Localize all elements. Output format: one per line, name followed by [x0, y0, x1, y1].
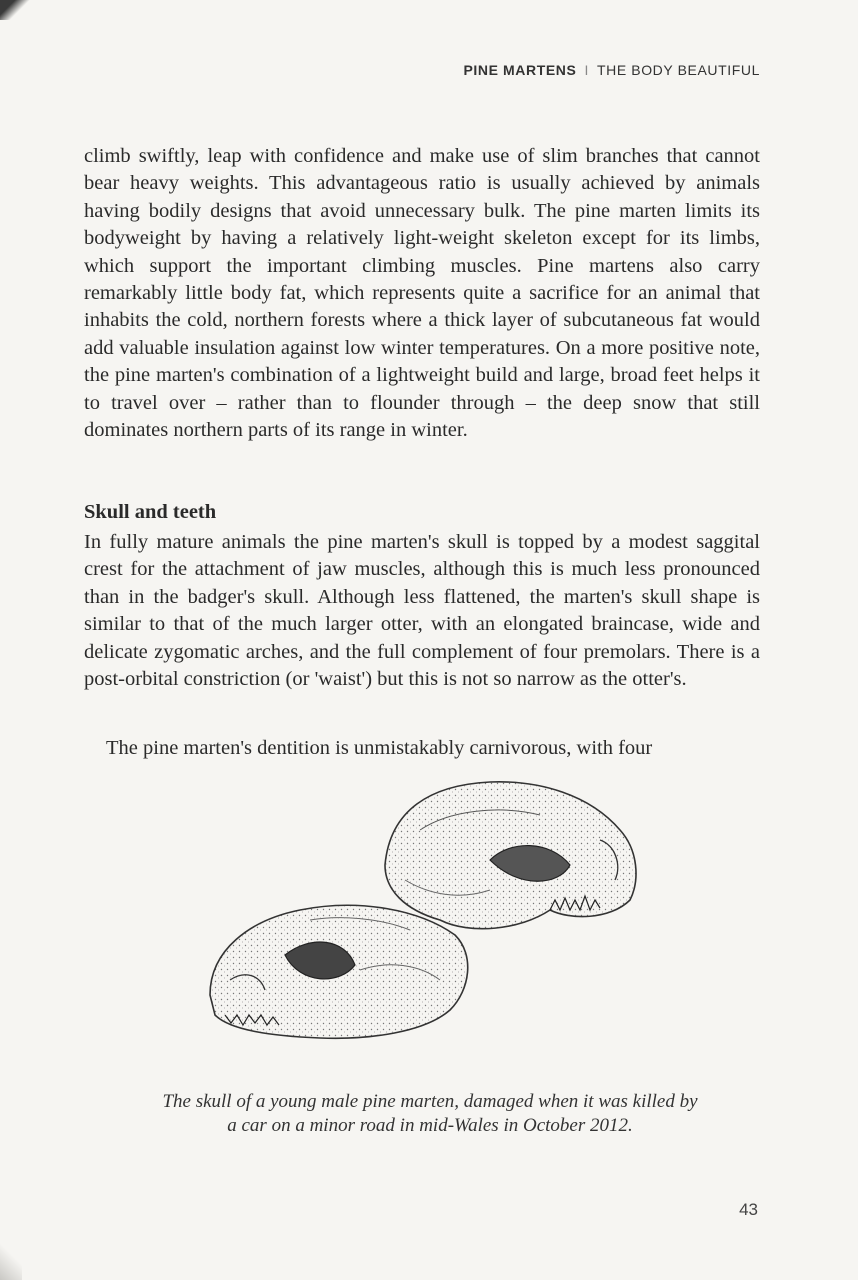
paragraph-text: In fully mature animals the pine marten's skull is topped by a modest saggital crest for the attachment of jaw muscles, although this is much less pronounced than in the badger's skull. Although less flattened, the marten's skull shape is similar to that of the much larger otter, with an elongated braincase, wide and delicate zygomatic arches, and the full complement of four premolars. There is a post-orbital constriction (or 'waist') but this is not so narrow as the otter's. [84, 531, 760, 691]
page-corner-shadow [0, 0, 30, 20]
body-paragraph-2 [84, 529, 760, 693]
body-paragraph-1 [84, 143, 760, 444]
body-paragraph-3 [84, 735, 760, 762]
skull-illustration [190, 770, 650, 1070]
section-subheading: Skull and teeth [84, 501, 217, 523]
upper-skull-drawing [385, 782, 636, 929]
header-chapter-title: THE BODY BEAUTIFUL [596, 62, 760, 78]
caption-line-2: a car on a minor road in mid-Wales in October 2012. [227, 1115, 633, 1136]
header-separator: I [584, 62, 589, 78]
skull-drawing-svg [190, 770, 650, 1070]
caption-line-1: The skull of a young male pine marten, damaged when it was killed by [162, 1091, 698, 1112]
running-header [463, 62, 760, 78]
lower-skull-drawing [210, 905, 468, 1038]
paragraph-text: climb swiftly, leap with confidence and make use of slim branches that cannot bear heavy weights. This advantageous ratio is usually achieved by animals having bodily designs that avoid unnecessary bulk. The pine marten limits its bodyweight by having a relatively light-weight skeleton except for its limbs, which support the important climbing muscles. Pine martens also carry remarkably little body fat, which represents quite a sacrifice for an animal that inhabits the cold, northern forests where a thick layer of subcutaneous fat would add valuable insulation against low winter temperatures. On a more positive note, the pine marten's combination of a lightweight build and large, broad feet helps it to travel over – rather than to flounder through – the deep snow that still dominates northern parts of its range in winter. [84, 145, 760, 442]
page-corner-shadow-bottom [0, 1240, 22, 1280]
paragraph-text: The pine marten's dentition is unmistakably carnivorous, with four [106, 737, 653, 759]
figure-caption [100, 1090, 760, 1138]
header-section-title: PINE MARTENS [463, 62, 577, 78]
page-number: 43 [739, 1200, 758, 1219]
